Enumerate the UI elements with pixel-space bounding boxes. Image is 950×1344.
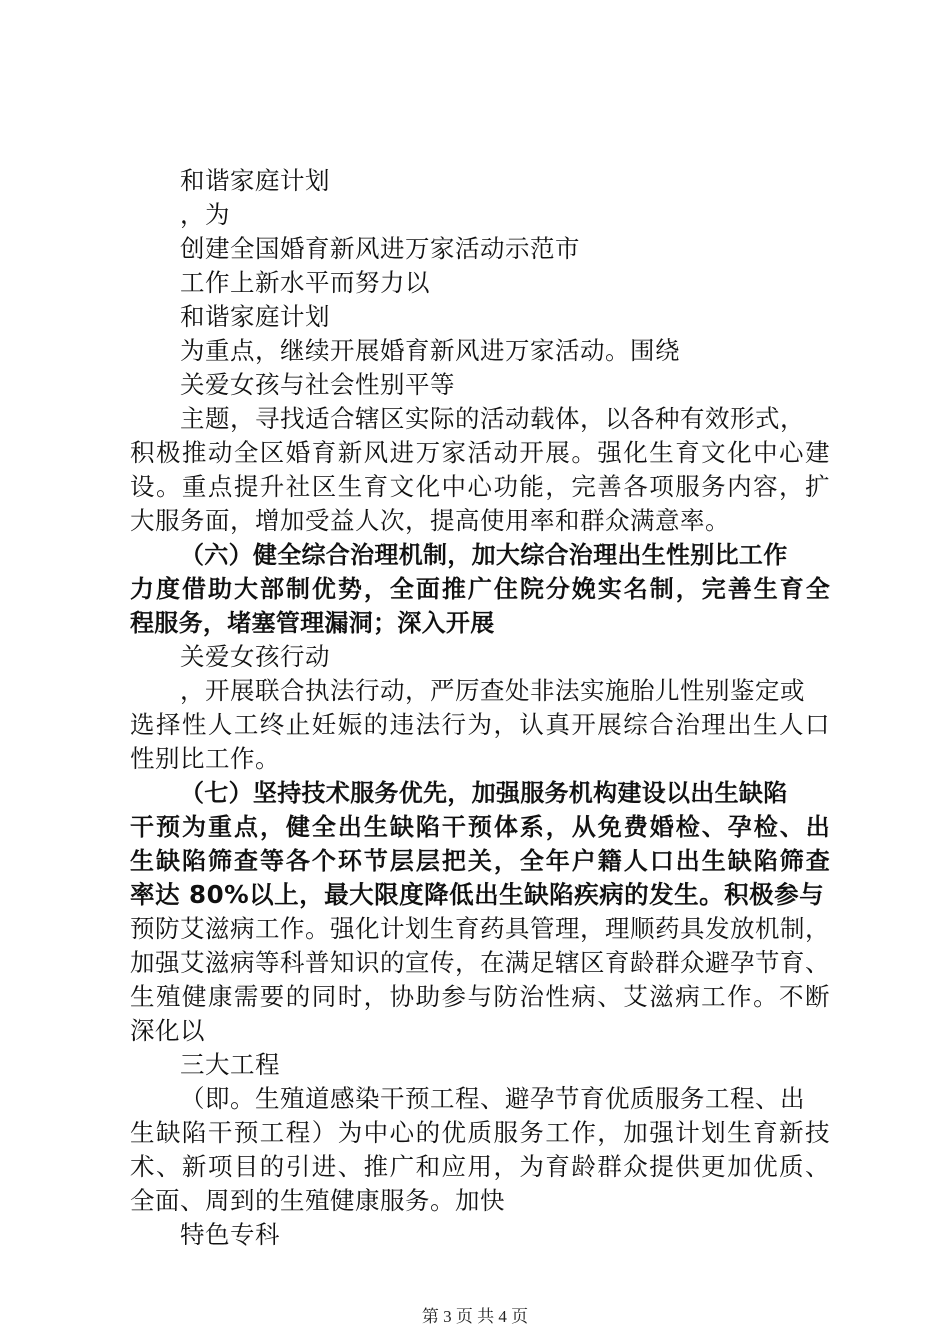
text-line: 干预为重点，健全出生缺陷干预体系，从免费婚检、孕检、出 [130,813,830,841]
text-line: 率达 80%以上，最大限度降低出生缺陷疾病的发生。积极参与 [130,880,825,909]
text-line: 主题，寻找适合辖区实际的活动载体，以各种有效形式， [180,404,805,433]
text-line: 预防艾滋病工作。强化计划生育药具管理，理顺药具发放机制， [130,914,830,943]
text-line: （即。生殖道感染干预工程、避孕节育优质服务工程、出 [180,1084,805,1113]
text-line: 选择性人工终止妊娠的违法行为，认真开展综合治理出生人口 [130,710,830,739]
text-line: 深化以 [130,1016,205,1045]
text-line: 创建全国婚育新风进万家活动示范市 [180,234,580,263]
text-line: 设。重点提升社区生育文化中心功能，完善各项服务内容，扩 [130,472,830,501]
text-line: 积极推动全区婚育新风进万家活动开展。强化生育文化中心建 [130,438,830,467]
text-line: 力度借助大部制优势，全面推广住院分娩实名制，完善生育全 [130,575,830,603]
text-line: 为重点，继续开展婚育新风进万家活动。围绕 [180,336,680,365]
text-line: 术、新项目的引进、推广和应用，为育龄群众提供更加优质、 [130,1152,830,1181]
text-line: 程服务，堵塞管理漏洞；深入开展 [130,609,495,637]
text-line: 生缺陷筛查等各个环节层层把关，全年户籍人口出生缺陷筛查 [130,847,830,875]
text-line: 生殖健康需要的同时，协助参与防治性病、艾滋病工作。不断 [130,982,830,1011]
text-line: （七）坚持技术服务优先，加强服务机构建设以出生缺陷 [180,779,788,807]
text-line: 性别比工作。 [130,744,280,773]
text-line: 和谐家庭计划 [180,166,330,195]
text-line: 大服务面，增加受益人次，提高使用率和群众满意率。 [130,506,730,535]
text-line: 特色专科 [180,1220,280,1249]
text-line: 关爱女孩与社会性别平等 [180,370,455,399]
text-line: 三大工程 [180,1050,280,1079]
text-line: 工作上新水平而努力以 [180,268,430,297]
text-line: 全面、周到的生殖健康服务。加快 [130,1186,505,1215]
text-line: ，开展联合执法行动，严厉查处非法实施胎儿性别鉴定或 [180,676,805,705]
text-line: 加强艾滋病等科普知识的宣传，在满足辖区育龄群众避孕节育、 [130,948,830,977]
text-line: 生缺陷干预工程）为中心的优质服务工作，加强计划生育新技 [130,1118,830,1147]
text-line: （六）健全综合治理机制，加大综合治理出生性别比工作 [180,541,788,569]
text-line: ，为 [180,200,230,229]
text-line: 关爱女孩行动 [180,642,330,671]
text-line: 和谐家庭计划 [180,302,330,331]
page-footer: 第 3 页 共 4 页 [421,1307,529,1326]
